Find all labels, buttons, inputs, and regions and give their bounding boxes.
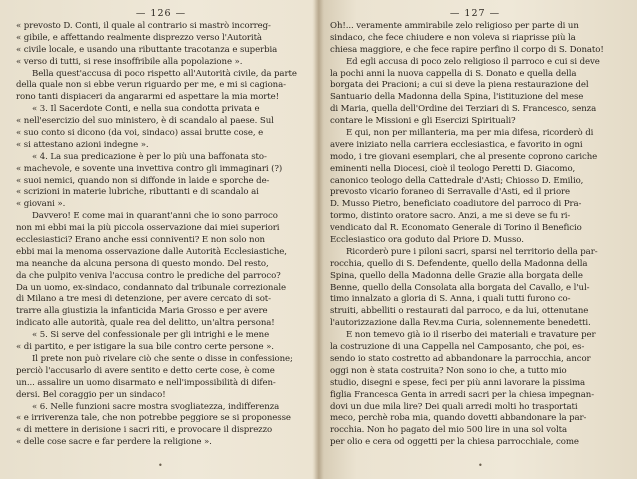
text-line: Ecclesiastico ora goduto dal Priore D. Musso. [330, 235, 524, 246]
text-line: della quale non si ebbe verun riguardo per me, e mi si cagiona- [16, 80, 286, 91]
text-line: « delle cose sacre e far perdere la religione ». [16, 437, 212, 448]
text-line: Oh!... veramente ammirabile zelo religioso per parte di un [330, 21, 579, 31]
text-line: « gibile, e affettando realmente disprezzo verso l'Autorità [16, 32, 262, 43]
text-line: rono tanti dispiaceri da angararmi ed aspettare la mia morte! [16, 92, 279, 103]
text-line: « e irriverenza tale, che non potrebbe peggiore se si proponesse [16, 413, 291, 424]
text-line: modo, i tre giovani esemplari, che al presente coprono cariche [330, 151, 598, 162]
text-line: « civile locale, e usando una ributtante tracotanza e superbia [16, 44, 278, 55]
text-line: un... assalire un uomo disarmato e nell'impossibilità di difen- [16, 377, 276, 388]
text-line: « suo conto si dicono (da voi, sindaco) assai brutte cose, e [16, 128, 264, 139]
text-line: studio, disegni e spese, feci per più anni lavorare la pissima [330, 377, 586, 388]
book-gutter [314, 0, 324, 479]
text-line: rocchia. Non ho pagato del mio 500 lire in una sol volta [330, 425, 567, 436]
text-line: timo innalzato a gloria di S. Anna, i quali tutti furono co- [330, 294, 571, 305]
left-page [16, 8, 306, 449]
text-line: sendo io stato costretto ad abbandonare la parrocchia, ancor [330, 353, 591, 364]
text-line: chiesa maggiore, e che fece rapire perfino il corpo di S. Donato! [330, 44, 604, 55]
text-line: « si attestano azioni indegne ». [16, 139, 149, 150]
text-line: E qui, non per millanteria, ma per mia difesa, ricorderò di [346, 128, 594, 139]
text-line: Ed egli accusa di poco zelo religioso il parroco e cui si deve [346, 56, 600, 67]
text-line: « suoi nemici, quando non si diffonde in laide e sporche de- [16, 175, 270, 186]
text-line: di Maria, quella dell'Ordine dei Terziari di S. Francesco, senza [330, 104, 597, 115]
text-line: Il prete non può rivelare ciò che sente o disse in confessione; [32, 353, 293, 364]
text-line: Bella quest'accusa di poco rispetto all'Autorità civile, da parte [32, 68, 297, 79]
text-line: dovi un due mila lire? Dei quali arredi molti ho trasportati [330, 401, 578, 412]
text-line: « di mettere in derisione i sacri riti, e provocare il disprezzo [16, 425, 273, 436]
text-line: Ricorderò pure i piloni sacri, sparsi nel territorio della par- [346, 246, 598, 257]
text-line: « nell'esercizio del suo ministero, è di scandalo al paese. Sul [16, 116, 274, 127]
text-line: la costruzione di una Cappella nel Camposanto, che poi, es- [330, 342, 585, 353]
text-line: sindaco, che fece chiudere e non voleva si riaprisse più la [330, 32, 576, 43]
text-line: ecclesiastici? Erano anche essi conniventi? E non solo non [16, 235, 265, 246]
text-line: da che pulpito veniva l'accusa contro le prediche del parroco? [16, 270, 281, 281]
text-line: Da un uomo, ex-sindaco, condannato dal tribunale correzionale [16, 282, 286, 293]
text-line: meco, perchè roba mia, quando dovetti abbandonare la par- [330, 413, 587, 424]
text-line: « giovani ». [16, 199, 66, 210]
text-line: canonico teologo della Cattedrale d'Asti; Chiosso D. Emilio, [330, 175, 584, 186]
text-line: « prevosto D. Conti, il quale al contrario si mastrò incorreg- [16, 21, 271, 31]
text-line: rocchia, quello di S. Defendente, quello della Madonna della [330, 258, 588, 269]
text-line: « 5. Si serve del confessionale per gli intrighi e le mene [32, 330, 270, 341]
text-line: tormo, distinto oratore sacro. Anzi, a me si deve se fu ri- [330, 211, 571, 222]
text-line: figlia Francesca Genta in arredi sacri per la chiesa impegnan- [330, 389, 595, 400]
text-line: « 6. Nelle funzioni sacre mostra svogliatezza, indifferenza [32, 401, 280, 412]
text-line: ma neanche da alcuna persona di questo mondo. Del resto, [16, 258, 269, 269]
left-page-number: — 126 — [135, 8, 187, 19]
text-line: contare le Missioni e gli Esercizi Spirituali? [330, 116, 516, 127]
text-line: Davvero! E come mai in quarant'anni che io sono parroco [32, 211, 278, 222]
text-line: perciò l'accusarlo di avere sentito e detto certe cose, è come [16, 365, 275, 376]
text-line: struiti, abbelliti o restaurati dal parroco, e da lui, ottenutane [330, 306, 589, 317]
text-line: per olio e cera od oggetti per la chiesa parrocchiale, come [330, 437, 579, 448]
text-line: ebbi mai la menoma osservazione dalle Autorità Ecclesiastiche, [16, 246, 287, 257]
right-page-text [330, 21, 620, 449]
left-page-footer-mark: • [158, 461, 163, 470]
text-line: borgata dei Pracioni; a cui si deve la piena restaurazione del [330, 80, 589, 91]
right-page [330, 8, 620, 449]
text-line: la pochi anni la nuova cappella di S. Donato e quella della [330, 68, 577, 79]
text-line: prevosto vicario foraneo di Serravalle d'Asti, ed il priore [330, 187, 571, 198]
text-line: « machevole, e sovente una invettiva contro gli immaginari (?) [16, 163, 283, 174]
text-line: di Milano a tre mesi di detenzione, per avere cercato di sot- [16, 294, 271, 305]
text-line: eminenti nella Diocesi, cioè il teologo Peretti D. Giacomo, [330, 163, 576, 174]
right-page-footer-mark: • [478, 461, 483, 470]
text-line: trarre alla giustizia la infanticida Maria Grosso e per avere [16, 306, 268, 317]
text-line: Santuario della Madonna della Spina, l'istituzione del mese [330, 92, 584, 103]
text-line: D. Musso Pietro, beneficiato coadiutore del parroco di Pra- [330, 199, 582, 210]
text-line: non mi ebbi mai la più piccola osservazione dai miei superiori [16, 223, 280, 234]
text-line: vendicato dal R. Economato Generale di Torino il Beneficio [330, 223, 582, 234]
left-page-text [16, 21, 306, 449]
text-line: Benne, quello della Consolata alla borgata del Cavallo, e l'ul- [330, 282, 590, 293]
text-line: E non temevo già io il riserbo dei materiali e travature per [346, 330, 596, 341]
text-line: « scrizioni in materie lubriche, ributtanti e di scandalo ai [16, 187, 259, 198]
text-line: « 3. Il Sacerdote Conti, e nella sua condotta privata e [32, 104, 260, 115]
text-line: « di partito, e per istigare la sua bile contro certe persone ». [16, 342, 274, 353]
text-line: Spina, quello della Madonna delle Grazie alla borgata delle [330, 270, 583, 281]
text-line: « verso di tutti, si rese insoffribile alla popolazione ». [16, 56, 243, 67]
text-line: avere iniziato nella carriera ecclesiastica, e favorito in ogni [330, 139, 583, 150]
right-page-number: — 127 — [449, 8, 501, 19]
text-line: indicato alle autorità, quale rea del delitto, un'altra persona! [16, 318, 275, 329]
text-line: l'autorizzazione dalla Rev.ma Curia, solennemente benedetti. [330, 318, 591, 329]
text-line: oggi non è stata costruita? Non sono io che, a tutto mio [330, 365, 567, 376]
text-line: « 4. La sua predicazione è per lo più una baffonata sto- [32, 151, 267, 162]
text-line: dersi. Bel coraggio per un sindaco! [16, 389, 166, 400]
